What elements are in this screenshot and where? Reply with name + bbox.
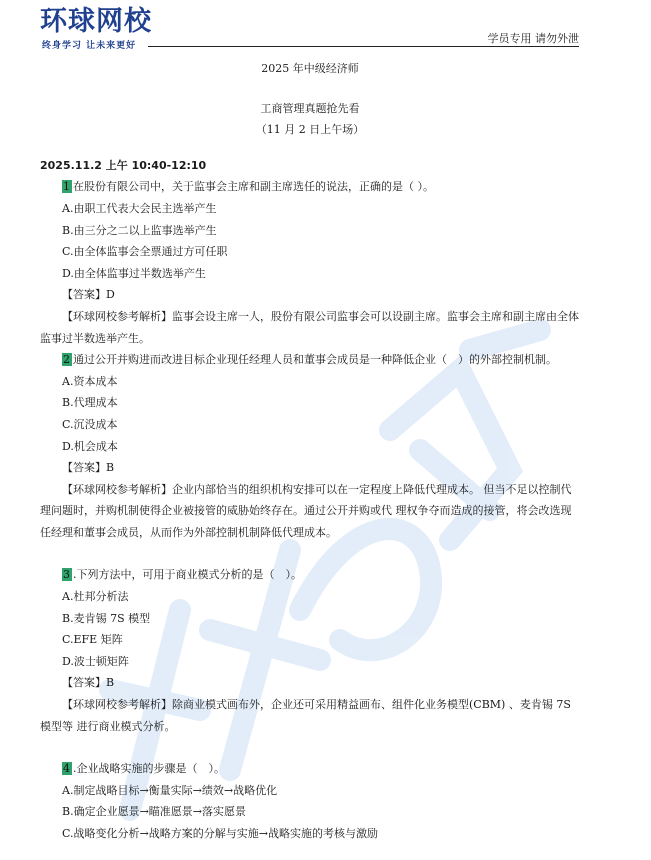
logo-wordmark: 环球网校 bbox=[40, 6, 152, 37]
doc-subtitle: 工商管理真题抢先看 bbox=[260, 101, 360, 115]
option: A.由职工代表大会民主选举产生 bbox=[62, 201, 217, 215]
analysis: 【环球网校参考解析】监事会设主席一人，股份有限公司监事会可以设副主席。监事会主席和副主席由全体监事过半数选举产生。 bbox=[40, 309, 579, 345]
confidential-notice: 学员专用 请勿外泄 bbox=[487, 32, 579, 45]
option: C.EFE 矩阵 bbox=[62, 633, 123, 647]
logo-slogan: 终身学习 让未来更好 bbox=[42, 41, 137, 51]
answer: 【答案】D bbox=[62, 288, 115, 302]
question-3 bbox=[40, 564, 580, 586]
question-stem: .企业战略实施的步骤是（ ）。 bbox=[73, 762, 225, 776]
question-1 bbox=[40, 176, 580, 198]
header-divider bbox=[148, 46, 579, 47]
question-stem: .下列方法中，可用于商业模式分析的是（ ）。 bbox=[73, 568, 302, 582]
document-body bbox=[40, 58, 580, 845]
question-2 bbox=[40, 349, 580, 371]
exam-date-line: 2025.11.2 上午 10:40-12:10 bbox=[40, 158, 207, 172]
option: B.麦肯锡 7S 模型 bbox=[62, 611, 151, 625]
option: A.资本成本 bbox=[62, 374, 118, 388]
option: C.沉没成本 bbox=[62, 417, 118, 431]
spacer bbox=[40, 543, 580, 564]
option: D.由全体监事过半数选举产生 bbox=[62, 266, 206, 280]
doc-session: （11 月 2 日上午场） bbox=[255, 123, 365, 137]
analysis: 【环球网校参考解析】企业内部恰当的组织机构安排可以在一定程度上降低代理成本。 但当不足以控制代理问题时，并购机制使得企业被接管的威胁始终存在。通过公开并购或代 理权争夺而造成的接管，将会改选现任经理和董事会成员，从而作为外部控制机制降低代理成本。 bbox=[40, 482, 572, 539]
question-stem: 在股份有限公司中，关于监事会主席和副主席选任的说法，正确的是（ ）。 bbox=[73, 180, 434, 194]
page-header bbox=[0, 0, 651, 60]
doc-title: 2025 年中级经济师 bbox=[261, 62, 359, 75]
question-number: 2 bbox=[63, 353, 70, 367]
option: C.战略变化分析→战略方案的分解与实施→战略实施的考核与激励 bbox=[62, 827, 378, 840]
question-number: 4 bbox=[63, 762, 70, 776]
option: A.制定战略目标→衡量实际→绩效→战略优化 bbox=[62, 783, 278, 797]
option: B.由三分之二以上监事选举产生 bbox=[62, 223, 217, 237]
answer: 【答案】B bbox=[62, 461, 115, 475]
question-number: 3 bbox=[63, 568, 70, 582]
question-stem: 通过公开并购进而改进目标企业现任经理人员和董事会成员是一种降低企业（ ）的外部控制机制。 bbox=[73, 353, 557, 367]
option: D.波士顿矩阵 bbox=[62, 654, 129, 668]
option: B.代理成本 bbox=[62, 396, 118, 410]
option: A.杜邦分析法 bbox=[62, 590, 129, 604]
analysis: 【环球网校参考解析】除商业模式画布外，企业还可采用精益画布、组件化业务模型(CBM) 、麦肯锡 7S 模型等 进行商业模式分析。 bbox=[40, 698, 571, 733]
option: C.由全体监事会全票通过方可任职 bbox=[62, 245, 228, 259]
answer: 【答案】B bbox=[62, 676, 115, 690]
option: D.机会成本 bbox=[62, 439, 118, 453]
question-number: 1 bbox=[63, 180, 70, 194]
spacer bbox=[40, 737, 580, 758]
question-4 bbox=[40, 758, 580, 780]
option: B.确定企业愿景→瞄准愿景→落实愿景 bbox=[62, 805, 247, 819]
